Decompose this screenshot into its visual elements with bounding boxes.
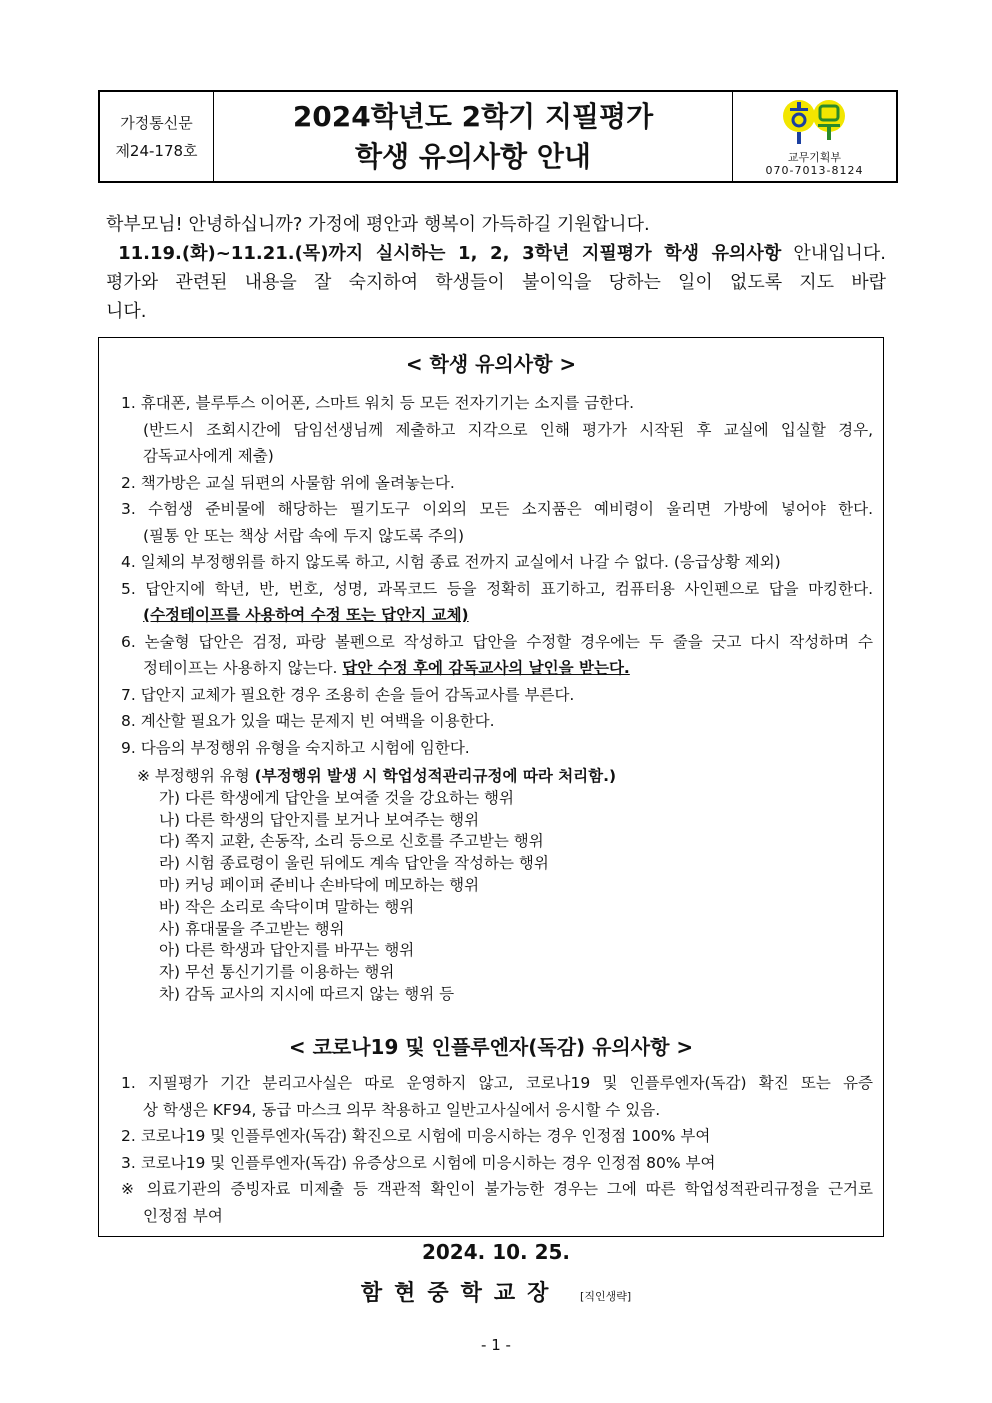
header-table [98,90,898,183]
covid-rules-list [121,1070,873,1229]
rule-5-sub [121,602,873,629]
rule-1-sub-b: 감독교사에게 제출) [143,447,274,465]
principal-signature [0,1276,992,1307]
covid-rule-2: 2. 코로나19 및 인플루엔자(독감) 확진으로 시험에 미응시하는 경우 인정점 100% 부여 [121,1127,711,1145]
department-label: 교무기획부 [787,151,842,164]
cheating-note [137,766,616,788]
student-rules-list [121,390,873,761]
cheating-item: 가) 다른 학생에게 답안을 보여줄 것을 강요하는 행위 [159,788,514,807]
cheating-item: 나) 다른 학생의 답안지를 보거나 보여주는 행위 [159,810,480,829]
cheating-item: 마) 커닝 페이퍼 준비나 손바닥에 메모하는 행위 [159,875,480,894]
student-section-title: < 학생 유의사항 > [405,352,577,376]
covid-rule-1a: 1. 지필평가 기간 분리고사실은 따로 운영하지 않고, 코로나19 및 인플루엔자(독감) 확진 또는 유증 [121,1074,873,1092]
rule-1: 1. 휴대폰, 블루투스 이어폰, 스마트 워치 등 모든 전자기기는 소지를 금한다. [121,394,635,412]
rule-8: 8. 계산할 필요가 있을 때는 문제지 빈 여백을 이용한다. [121,712,495,730]
rule-3-sub: (필통 안 또는 책상 서랍 속에 두지 않도록 주의) [143,526,465,545]
intro-line1: 학부모님! 안녕하십니까? 가정에 평안과 행복이 가득하길 기원합니다. [106,214,650,235]
page-title-line2: 학생 유의사항 안내 [355,139,591,173]
intro-paragraph [106,210,886,326]
intro-line4: 니다. [106,301,147,322]
seal-note: [직인생략] [580,1290,632,1303]
rule-5-sub-bold: (수정테이프를 사용하여 수정 또는 답안지 교체) [143,606,469,624]
principal-name: 함현중학교장 [360,1281,561,1306]
cheating-note-bold: (부정행위 발생 시 학업성적관리규정에 따라 처리함.) [254,767,617,785]
notice-info-cell [100,92,214,181]
rule-6a: 6. 논술형 답안은 검정, 파랑 볼펜으로 작성하고 답안을 수정할 경우에는 두 줄을 긋고 다시 작성하며 수 [121,632,873,651]
intro-line2-rest: 안내입니다. [781,243,886,264]
notice-box [98,337,884,1237]
cheating-note-text: ※ 부정행위 유형 [137,767,255,785]
rule-3: 3. 수험생 준비물에 해당하는 필기도구 이외의 모든 소지품은 예비령이 울리면 가방에 넣어야 한다. [121,500,873,518]
cheating-item: 아) 다른 학생과 답안지를 바꾸는 행위 [159,941,415,960]
issue-date: 2024. 10. 25. [421,1240,571,1264]
rule-6b [121,655,873,682]
department-phone: 070-7013-8124 [765,164,864,177]
cheating-item: 다) 쪽지 교환, 손동작, 소리 등으로 신호를 주고받는 행위 [159,832,544,851]
rule-5: 5. 답안지에 학년, 반, 번호, 성명, 과목코드 등을 정확히 표기하고, 컴퓨터용 사인펜으로 답을 마킹한다. [121,579,873,598]
covid-rule-1b: 상 학생은 KF94, 동급 마스크 의무 착용하고 일반고사실에서 응시할 수 있음. [143,1100,661,1119]
school-logo-cell [733,92,896,181]
cheating-item: 라) 시험 종료령이 울린 뒤에도 계속 답안을 작성하는 행위 [159,854,549,873]
intro-line2 [106,239,886,268]
cheating-item: 차) 감독 교사의 지시에 따르지 않는 행위 등 [159,984,455,1003]
rule-6b-bold: 답안 수정 후에 감독교사의 날인을 받는다. [342,659,630,677]
covid-section-title: < 코로나19 및 인플루엔자(독감) 유의사항 > [288,1035,694,1059]
school-logo-icon [782,96,848,146]
intro-line3: 평가와 관련된 내용을 잘 숙지하여 학생들이 불이익을 당하는 일이 없도록 지도 바랍 [106,272,886,293]
cheating-item: 바) 작은 소리로 속닥이며 말하는 행위 [159,897,415,916]
cheating-item: 자) 무선 통신기기를 이용하는 행위 [159,963,395,982]
page-title-line1: 2024학년도 2학기 지필평가 [292,99,654,133]
cheating-types-list [137,766,616,1006]
rule-2: 2. 책가방은 교실 뒤편의 사물함 위에 올려놓는다. [121,473,455,492]
notice-number: 제24-178호 [115,141,198,160]
covid-note-b: 인정점 부여 [143,1206,223,1225]
covid-note-a: ※ 의료기관의 증빙자료 미제출 등 객관적 확인이 불가능한 경우는 그에 따른 학업성적관리규정을 근거로 [121,1180,873,1198]
title-cell [214,92,733,181]
rule-6b-text: 정테이프는 사용하지 않는다. [143,659,343,677]
rule-7: 7. 답안지 교체가 필요한 경우 조용히 손을 들어 감독교사를 부른다. [121,685,575,704]
cheating-item: 사) 휴대물을 주고받는 행위 [159,919,345,938]
notice-category: 가정통신문 [120,113,193,132]
intro-line2-bold: 11.19.(화)~11.21.(목)까지 실시하는 1, 2, 3학년 지필평가 학생 유의사항 [118,243,782,264]
rule-9: 9. 다음의 부정행위 유형을 숙지하고 시험에 임한다. [121,738,470,757]
covid-rule-3: 3. 코로나19 및 인플루엔자(독감) 유증상으로 시험에 미응시하는 경우 인정점 80% 부여 [121,1153,716,1172]
rule-4: 4. 일체의 부정행위를 하지 않도록 하고, 시험 종료 전까지 교실에서 나갈 수 없다. (응급상황 제외) [121,553,781,571]
page-number: - 1 - [481,1336,511,1354]
rule-1-sub-a: (반드시 조회시간에 담임선생님께 제출하고 지각으로 인해 평가가 시작된 후 교실에 입실할 경우, [143,420,873,439]
